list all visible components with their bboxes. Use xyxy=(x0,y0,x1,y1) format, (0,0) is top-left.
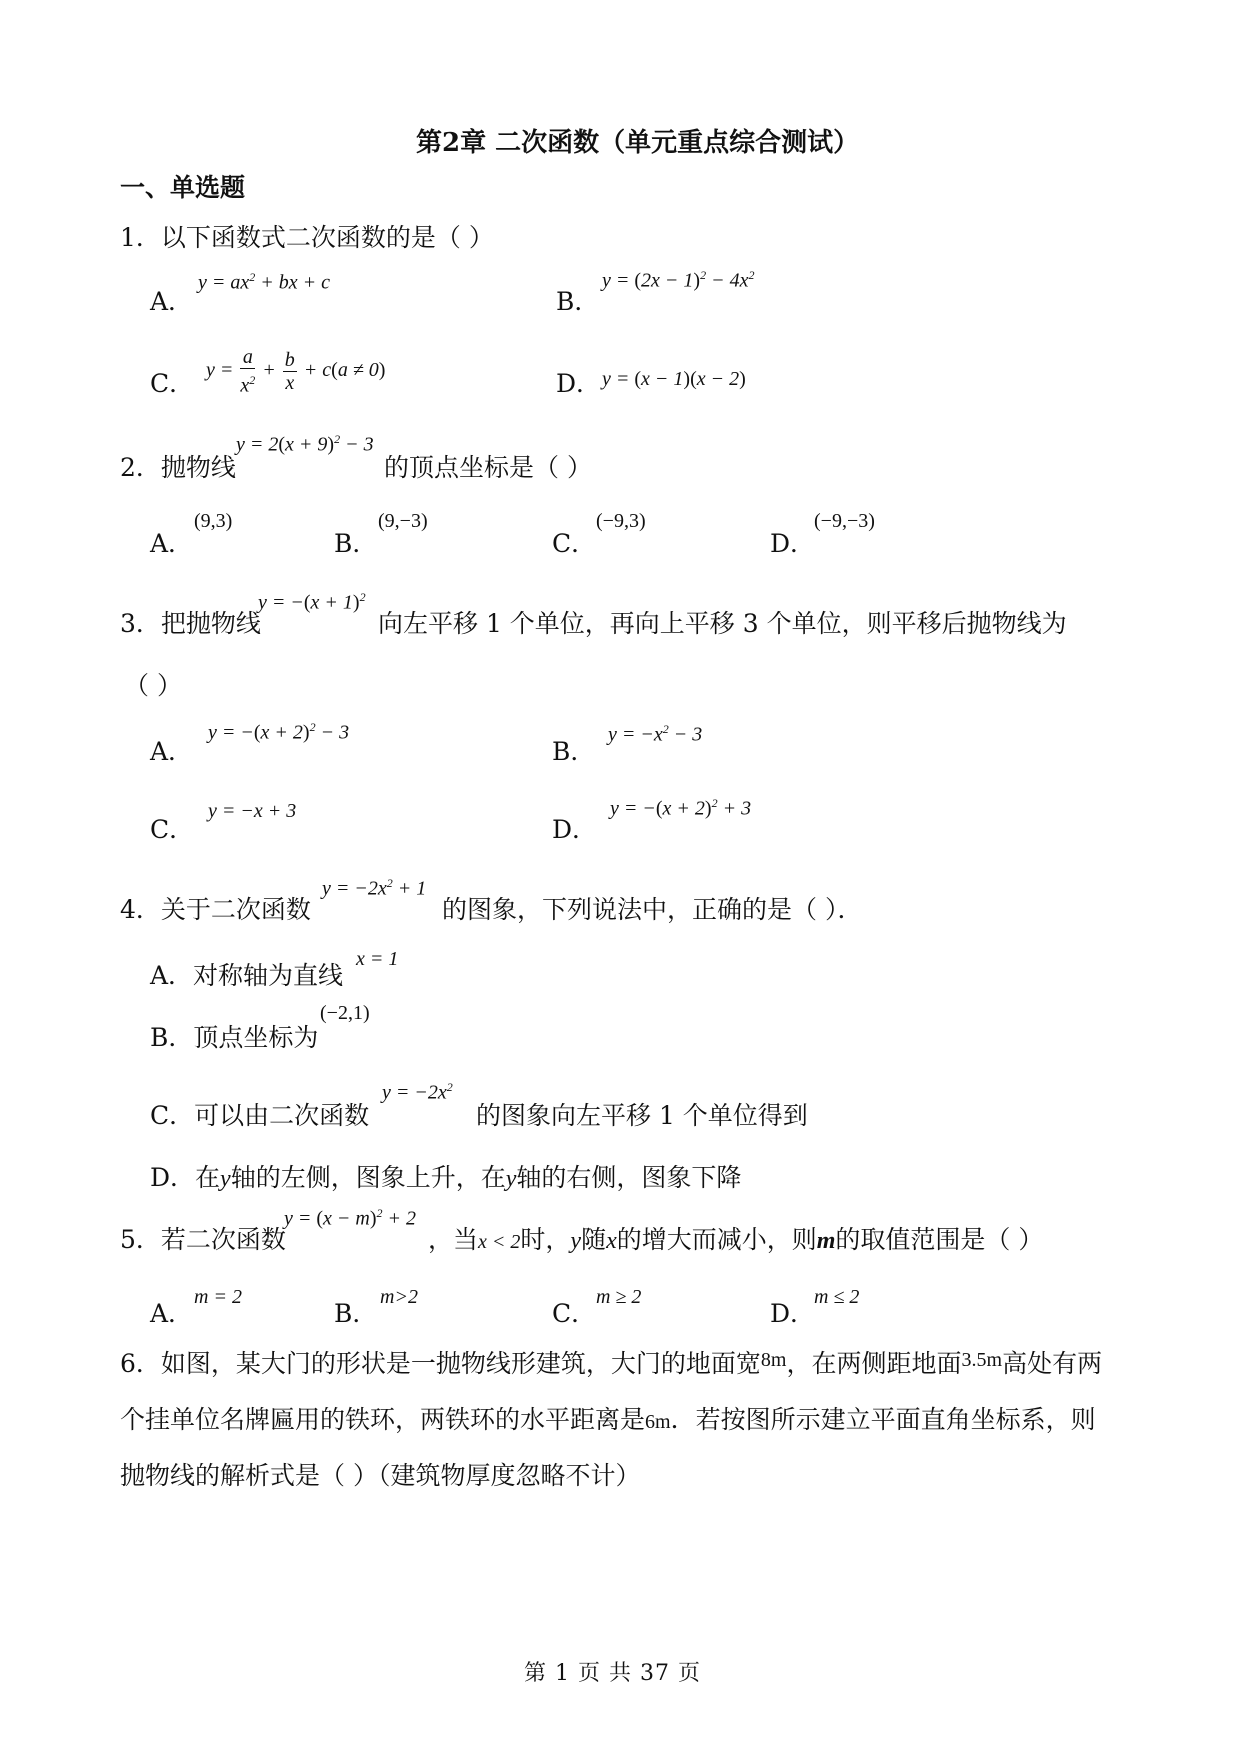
q2-option-a-expr: (9,3) xyxy=(194,510,233,532)
q6-width-value: 8m xyxy=(760,1349,787,1371)
q2-option-a-label: A． xyxy=(150,529,194,558)
q6-line2-pre: 个挂单位名牌匾用的铁环，两铁环的水平距离是 xyxy=(120,1405,646,1434)
section-heading: 一、单选题 xyxy=(120,173,246,202)
q3-option-a-label: A． xyxy=(150,737,194,766)
q4-option-d-var-y1: y xyxy=(220,1166,231,1192)
q6-line2-post: ．若按图所示建立平面直角坐标系，则 xyxy=(670,1405,1096,1434)
q6-height-value: 3.5m xyxy=(961,1349,1003,1371)
document-title: 第2章 二次函数（单元重点综合测试） xyxy=(416,128,860,158)
q5-stem-post: 的取值范围是（ ） xyxy=(835,1225,1044,1254)
q2-option-c-label: C． xyxy=(552,529,597,558)
question-3-stem-post: 向左平移 1 个单位，再向上平移 3 个单位，则平移后抛物线为 xyxy=(378,609,1067,638)
q1-option-c-expr: y = $\frac{a}{x^2}$ + $\frac{b}{x}$ + c(a ≠ 0) xyxy=(206,346,386,397)
question-5-stem-pre: 5．若二次函数 xyxy=(120,1225,286,1254)
q4-option-d-part3: 轴的右侧，图象下降 xyxy=(516,1163,742,1192)
q5-option-b-expr: m>2 xyxy=(380,1286,418,1308)
question-3-expr: $y = -(x + 1)^2$ xyxy=(258,590,366,614)
q4-option-b-text: B．顶点坐标为 xyxy=(150,1023,319,1052)
question-4-stem-pre: 4．关于二次函数 xyxy=(120,895,311,924)
q6-line1-post: 高处有两 xyxy=(1002,1349,1103,1378)
q1-option-a-label: A． xyxy=(150,287,194,316)
q5-condition: x < 2 xyxy=(478,1231,521,1253)
q3-option-d-expr: $y = -(x + 2)^2 + 3$ xyxy=(610,796,752,820)
question-6-line-1 xyxy=(120,1344,1102,1380)
q5-option-d-expr: m ≤ 2 xyxy=(814,1286,860,1308)
q5-stem-mid3: 随 xyxy=(581,1225,607,1254)
q2-option-d-expr: (−9,−3) xyxy=(814,510,875,532)
q5-option-d-label: D． xyxy=(770,1299,816,1328)
question-3-stem-pre: 3．把抛物线 xyxy=(120,609,261,638)
question-1-stem: 1．以下函数式二次函数的是（ ） xyxy=(120,223,494,252)
q6-line1-mid: ，在两侧距地面 xyxy=(786,1349,962,1378)
q2-option-c-expr: (−9,3) xyxy=(596,510,646,532)
question-6-line-2 xyxy=(120,1400,1096,1436)
q5-option-b-label: B． xyxy=(334,1299,378,1328)
q5-option-a-label: A． xyxy=(150,1299,194,1328)
q4-option-d-part2: 轴的左侧，图象上升，在 xyxy=(230,1163,506,1192)
q4-option-c-post: 的图象向左平移 1 个单位得到 xyxy=(476,1101,808,1130)
q4-option-a-text: A．对称轴为直线 xyxy=(150,961,344,990)
q5-stem-mid1: ，当 xyxy=(428,1225,479,1254)
q2-option-d-label: D． xyxy=(770,529,816,558)
q2-option-b-label: B． xyxy=(334,529,378,558)
q5-option-c-expr: m ≥ 2 xyxy=(596,1286,642,1308)
q1-option-b-expr: $y = (2x - 1)^2 - 4x^2$ xyxy=(602,268,755,292)
q4-option-c-pre: C．可以由二次函数 xyxy=(150,1101,370,1130)
question-3-answer-paren: （ ） xyxy=(124,671,182,700)
q6-line1-pre: 6．如图，某大门的形状是一抛物线形建筑，大门的地面宽 xyxy=(120,1349,761,1378)
q3-option-a-expr: $y = -(x + 2)^2 - 3$ xyxy=(208,720,350,744)
q3-option-c-expr: y = −x + 3 xyxy=(208,800,297,822)
question-2-stem-pre: 2．抛物线 xyxy=(120,453,236,482)
q5-var-x: x xyxy=(606,1228,617,1254)
q5-stem-mid2: 时， xyxy=(520,1225,571,1254)
q2-option-b-expr: (9,−3) xyxy=(378,510,428,532)
q4-option-d-var-y2: y xyxy=(505,1166,517,1192)
q1-option-d-label: D． xyxy=(556,369,602,398)
question-4-stem-post: 的图象，下列说法中，正确的是（ ）． xyxy=(442,895,863,924)
q1-option-b-label: B． xyxy=(556,287,600,316)
q3-option-d-label: D． xyxy=(552,815,598,844)
q6-distance-value: 6m xyxy=(645,1411,671,1433)
q4-option-c-expr: $y = -2x^2$ xyxy=(382,1080,453,1104)
q1-option-c-label: C． xyxy=(150,369,195,398)
q5-option-a-expr: m = 2 xyxy=(194,1286,242,1308)
q3-option-b-expr: $y = -x^2 - 3$ xyxy=(608,722,703,746)
q3-option-b-label: B． xyxy=(552,737,596,766)
q1-option-a-expr: $y = ax^2$ + bx + c xyxy=(198,270,330,294)
q4-option-b-expr: (−2,1) xyxy=(320,1002,370,1024)
question-5-expr: $y = (x - m)^2 + 2$ xyxy=(284,1206,417,1230)
page-footer: 第 1 页 共 37 页 xyxy=(524,1661,701,1686)
q5-var-y: y xyxy=(570,1228,582,1254)
q5-var-m: m xyxy=(816,1228,836,1254)
q5-stem-mid4: 的增大而减小，则 xyxy=(616,1225,817,1254)
q4-option-a-expr: x = 1 xyxy=(356,948,399,970)
question-6-line-3: 抛物线的解析式是（ ）（建筑物厚度忽略不计） xyxy=(120,1461,641,1490)
q3-option-c-label: C． xyxy=(150,815,195,844)
question-4-expr: $y = -2x^2 + 1$ xyxy=(322,876,427,900)
q4-option-d-part1: D．在 xyxy=(150,1163,221,1192)
q5-option-c-label: C． xyxy=(552,1299,597,1328)
question-2-stem-post: 的顶点坐标是（ ） xyxy=(384,453,592,482)
question-2-expr: $y = 2(x + 9)^2 - 3$ xyxy=(236,432,374,456)
q1-option-d-expr: y = (x − 1)(x − 2) xyxy=(602,368,746,390)
question-5-stem-rest xyxy=(428,1220,1043,1256)
q4-option-d-line xyxy=(150,1158,741,1194)
